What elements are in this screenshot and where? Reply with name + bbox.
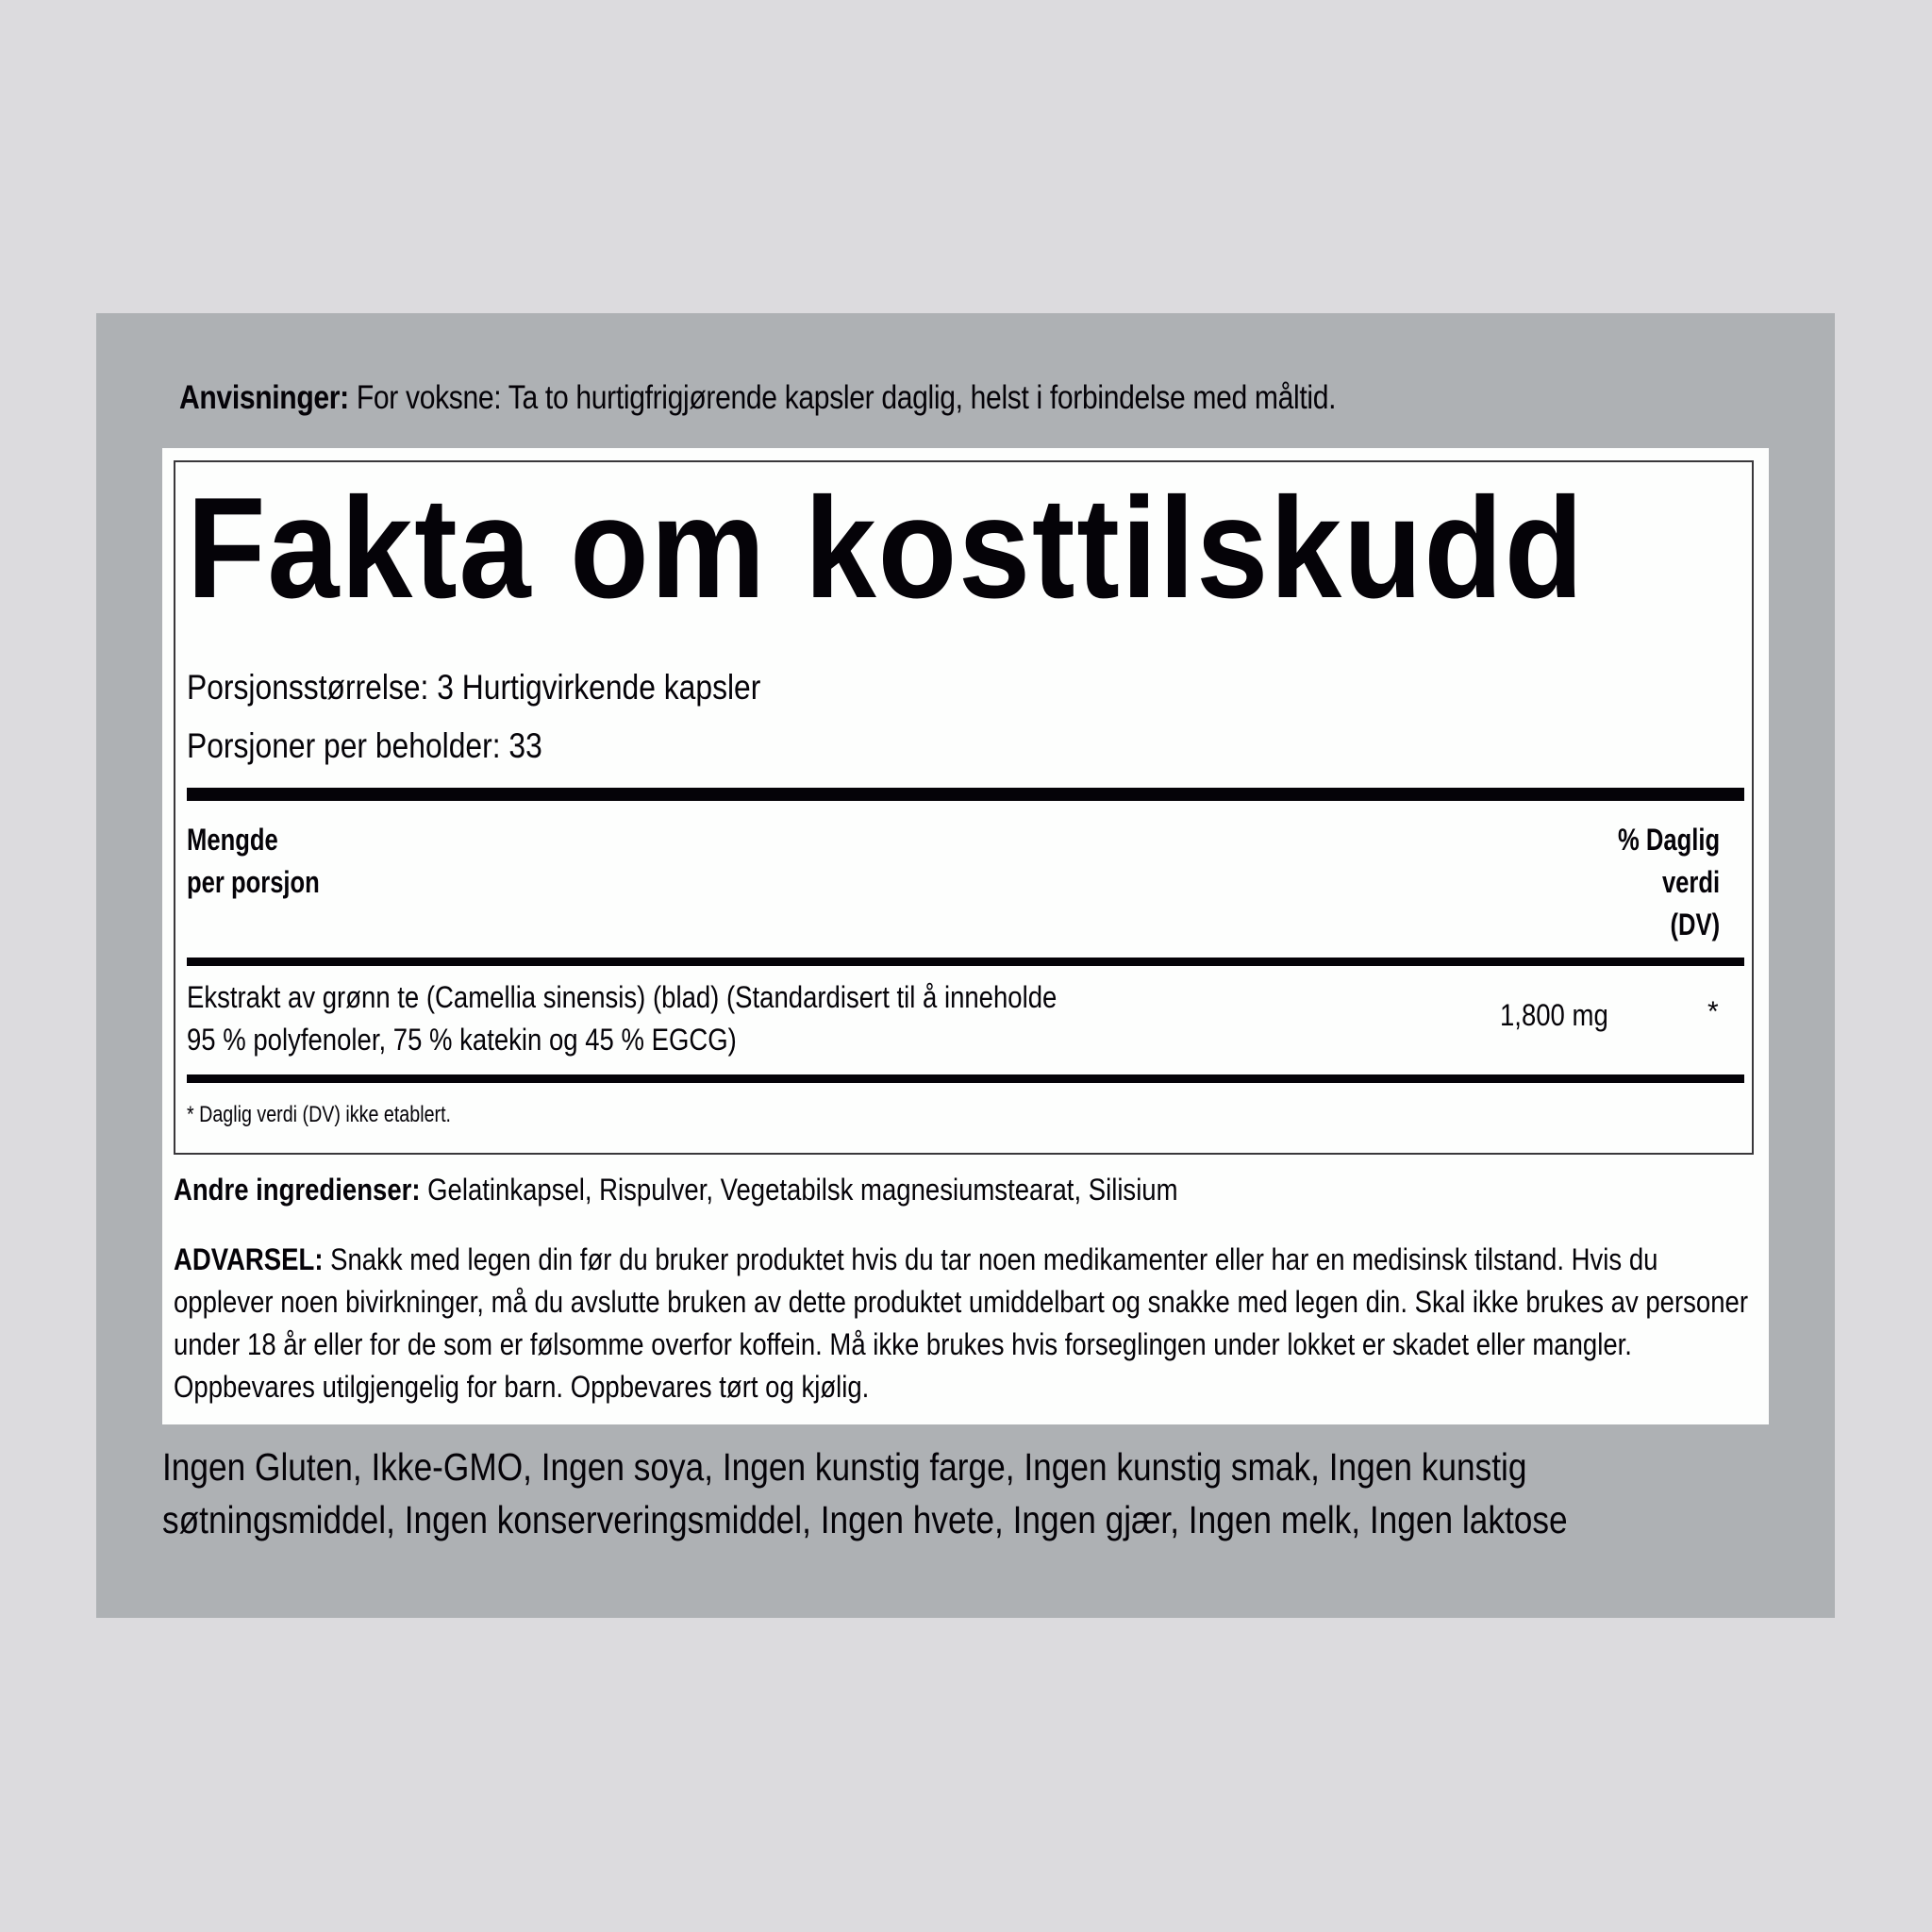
label-white-area xyxy=(162,448,1769,1424)
supplement-facts-box xyxy=(174,460,1754,1155)
ingredient-amount: 1,800 mg xyxy=(1500,998,1608,1032)
divider-medium xyxy=(187,958,1744,966)
directions-text: For voksne: Ta to hurtigfrigjørende kapsler daglig, helst i forbindelse med måltid. xyxy=(348,379,1337,416)
header-right-line3: (DV) xyxy=(1670,908,1720,941)
other-ingredients-text: Gelatinkapsel, Rispulver, Vegetabilsk magnesiumstearat, Silisium xyxy=(420,1173,1178,1207)
daily-value-footnote: * Daglig verdi (DV) ikke etablert. xyxy=(187,1102,452,1127)
warning-text: Snakk med legen din før du bruker produktet hvis du tar noen medikamenter eller har en medisinsk tilstand. Hvis du opplever noen bivirkninger, må du avslutte bruken av dette produktet umiddelbart og snakke med legen din. Skal ikke brukes av personer under 18 år eller for de som er følsomme overfor koffein. Må ikke brukes hvis forseglingen under lokket er skadet eller mangler. Oppbevares utilgjengelig for barn. Oppbevares tørt og kjølig. xyxy=(174,1242,1748,1404)
servings-per-container: Porsjoner per beholder: 33 xyxy=(187,726,542,765)
directions-label: Anvisninger: xyxy=(179,379,349,416)
header-right-line2: verdi xyxy=(1661,865,1720,899)
free-from-claims: Ingen Gluten, Ikke-GMO, Ingen soya, Ingen kunstig farge, Ingen kunstig smak, Ingen kunstig søtningsmiddel, Ingen konserveringsmiddel, Ingen hvete, Ingen gjær, Ingen melk, Ingen laktose xyxy=(162,1445,1568,1541)
warning xyxy=(174,1239,1760,1408)
ingredient-daily-value: * xyxy=(1707,996,1719,1027)
label-panel xyxy=(96,313,1835,1618)
daily-value-header xyxy=(1618,819,1720,946)
header-left-line2: per porsjon xyxy=(187,865,320,899)
divider-thick xyxy=(187,788,1744,801)
divider-medium xyxy=(187,1074,1744,1083)
facts-title: Fakta om kosttilskudd xyxy=(187,468,1586,628)
serving-size: Porsjonsstørrelse: 3 Hurtigvirkende kapsler xyxy=(187,668,761,707)
header-right-line1: % Daglig xyxy=(1617,823,1720,857)
other-ingredients-label: Andre ingredienser: xyxy=(174,1173,421,1207)
header-left-line1: Mengde xyxy=(187,823,278,857)
ingredient-name: Ekstrakt av grønn te (Camellia sinensis) (blad) (Standardisert til å inneholde 95 % polyfenoler, 75 % katekin og 45 % EGCG) xyxy=(187,980,1058,1057)
amount-per-serving-header xyxy=(187,819,320,904)
other-ingredients xyxy=(174,1173,1178,1208)
directions xyxy=(179,379,1336,417)
warning-label: ADVARSEL: xyxy=(174,1242,324,1276)
